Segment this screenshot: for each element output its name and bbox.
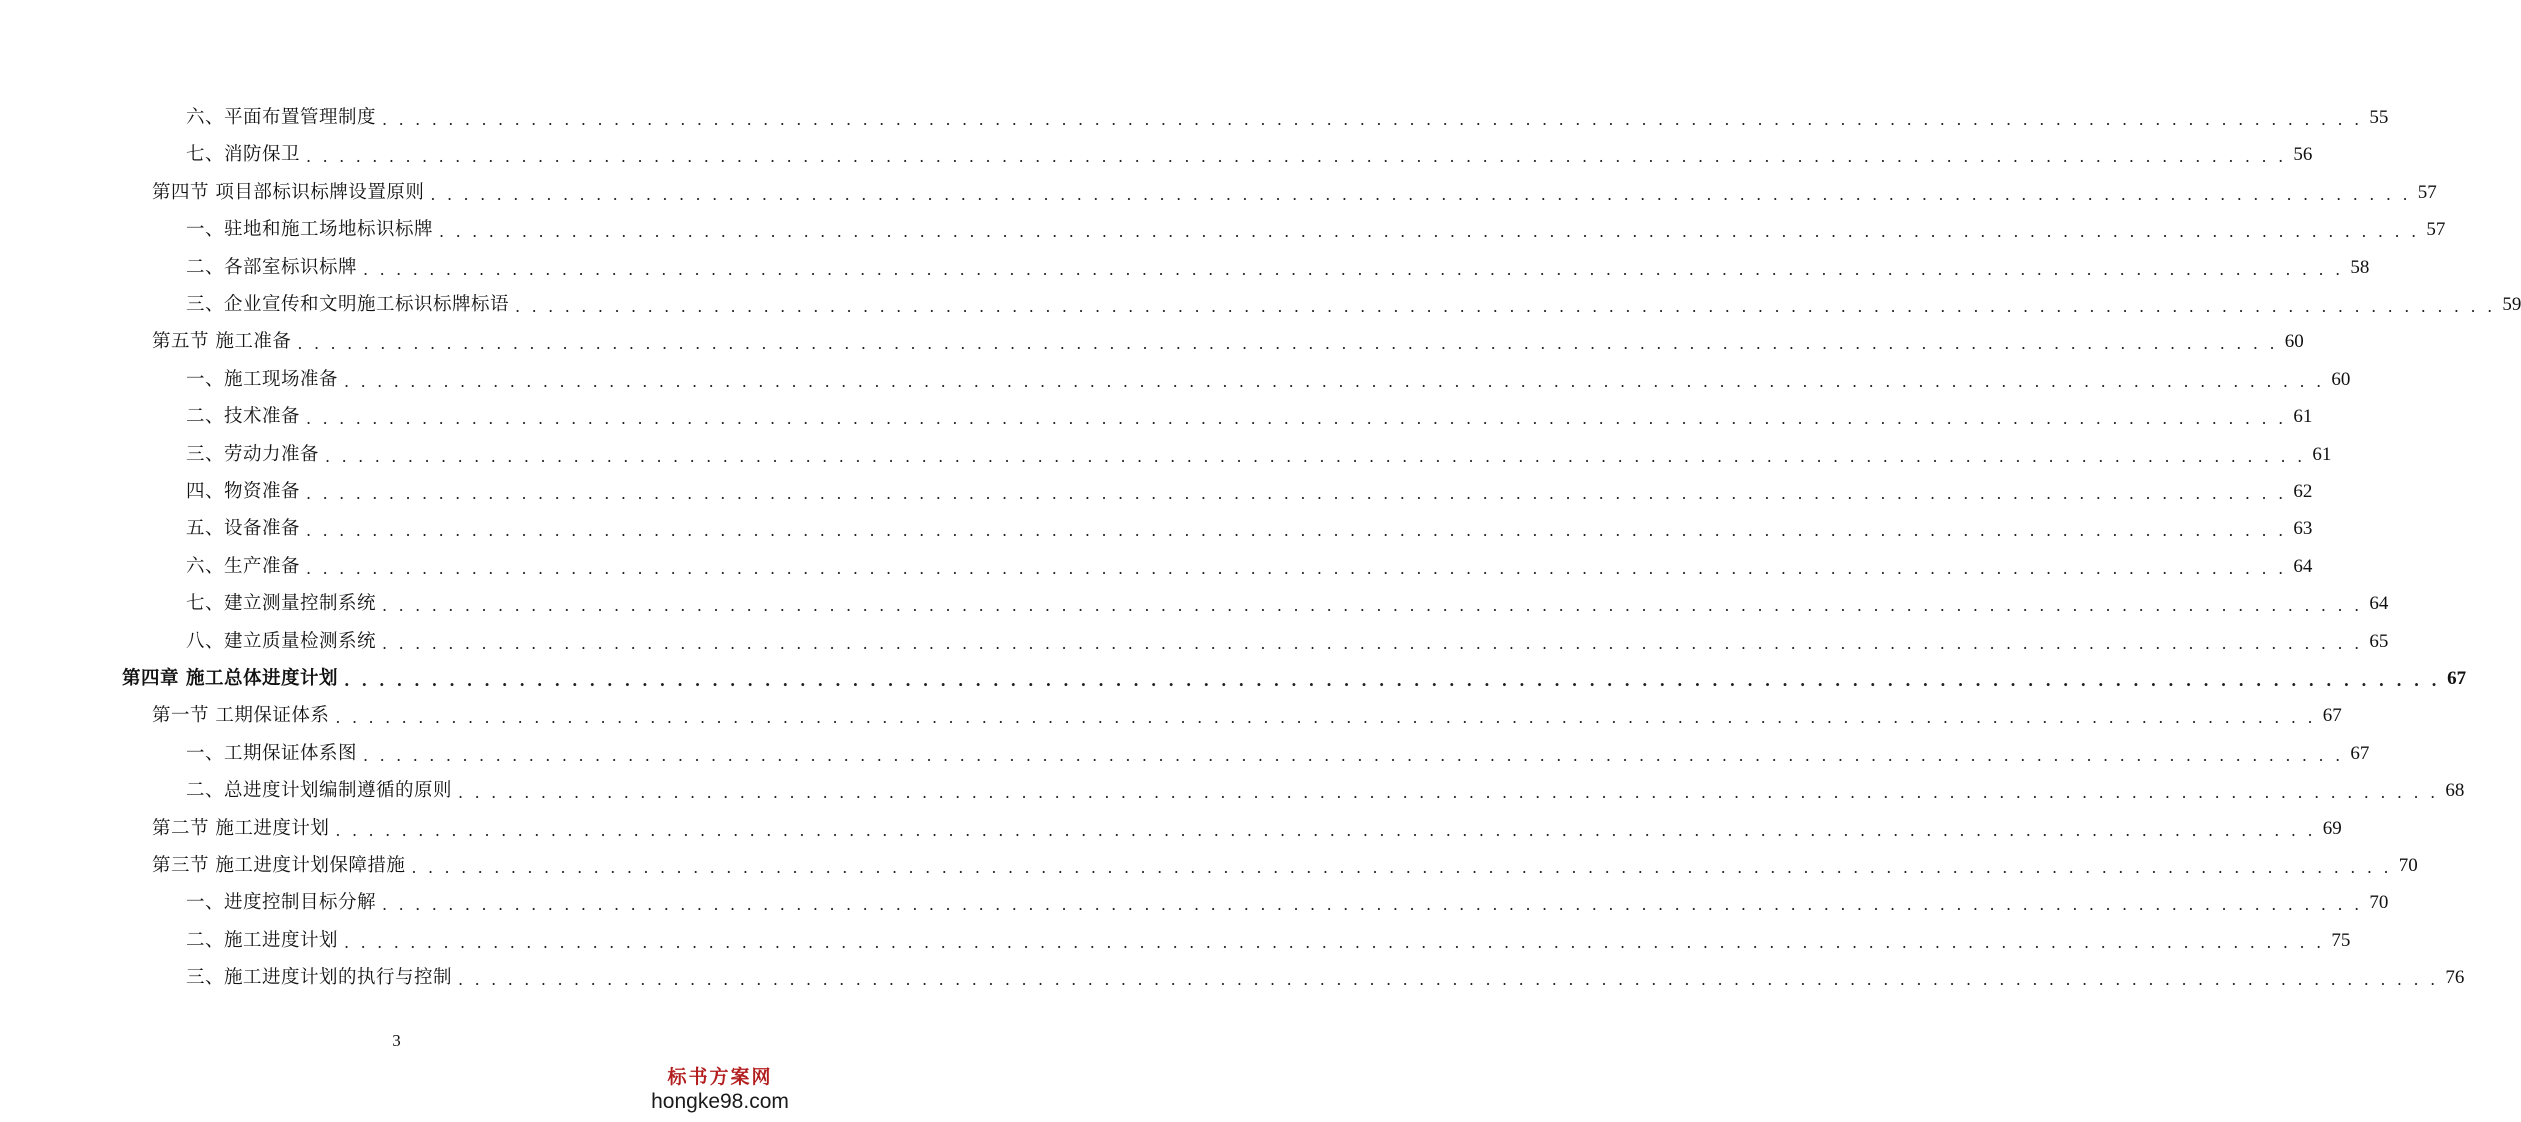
toc-entry-page: 67 bbox=[2322, 705, 2342, 727]
toc-dot-leader: . . . . . . . . . . . . . . . . . . . . . . . . . . . . . . . . . . . . . . . . . . . . . . . . . . . . . . . . . . . . . . . . . . . . . . . . . . . . . . . . . . . . . . . . . . . . . . . . . . . . . . . . . . . . . . . . . . . . . . . . bbox=[515, 297, 2496, 316]
toc-dot-leader: . . . . . . . . . . . . . . . . . . . . . . . . . . . . . . . . . . . . . . . . . . . . . . . . . . . . . . . . . . . . . . . . . . . . . . . . . . . . . . . . . . . . . . . . . . . . . . . . . . . . . . . . . . . . . . . . . . . . . . . . bbox=[306, 558, 2287, 578]
toc-entry[interactable] bbox=[186, 104, 2389, 132]
toc-entry-title: 三、施工进度计划的执行与控制 bbox=[186, 967, 453, 989]
toc-entry-title: 第三节 施工进度计划保障措施 bbox=[152, 855, 406, 876]
toc-entry[interactable] bbox=[186, 403, 2313, 431]
toc-dot-leader: . . . . . . . . . . . . . . . . . . . . . . . . . . . . . . . . . . . . . . . . . . . . . . . . . . . . . . . . . . . . . . . . . . . . . . . . . . . . . . . . . . . . . . . . . . . . . . . . . . . . . . . . . . . . . . . . . . . . . . . . bbox=[306, 521, 2287, 541]
toc-dot-leader: . . . . . . . . . . . . . . . . . . . . . . . . . . . . . . . . . . . . . . . . . . . . . . . . . . . . . . . . . . . . . . . . . . . . . . . . . . . . . . . . . . . . . . . . . . . . . . . . . . . . . . . . . . . . . . . . . . . . . . . . bbox=[363, 259, 2344, 279]
toc-dot-leader: . . . . . . . . . . . . . . . . . . . . . . . . . . . . . . . . . . . . . . . . . . . . . . . . . . . . . . . . . . . . . . . . . . . . . . . . . . . . . . . . . . . . . . . . . . . . . . . . . . . . . . . . . . . . . . . . . . . . . . . . bbox=[382, 633, 2363, 653]
toc-dot-leader: . . . . . . . . . . . . . . . . . . . . . . . . . . . . . . . . . . . . . . . . . . . . . . . . . . . . . . . . . . . . . . . . . . . . . . . . . . . . . . . . . . . . . . . . . . . . . . . . . . . . . . . . . . . . . . . . . . . . . . . . bbox=[382, 895, 2363, 915]
toc-entry-page: 59 bbox=[2502, 294, 2521, 315]
toc-entry-page: 75 bbox=[2331, 929, 2351, 951]
toc-dot-leader: . . . . . . . . . . . . . . . . . . . . . . . . . . . . . . . . . . . . . . . . . . . . . . . . . . . . . . . . . . . . . . . . . . . . . . . . . . . . . . . . . . . . . . . . . . . . . . . . . . . . . . . . . . . . . . . . . . . . . . . . bbox=[306, 409, 2287, 429]
toc-entry-title: 一、工期保证体系图 bbox=[186, 742, 358, 764]
toc-entry-title: 一、进度控制目标分解 bbox=[186, 892, 377, 914]
toc-entry-title: 六、平面布置管理制度 bbox=[186, 107, 377, 128]
toc-entry[interactable] bbox=[186, 590, 2389, 618]
toc-entry[interactable] bbox=[186, 478, 2313, 506]
toc-entry-title: 第四章 施工总体进度计划 bbox=[122, 668, 338, 689]
toc-dot-leader: . . . . . . . . . . . . . . . . . . . . . . . . . . . . . . . . . . . . . . . . . . . . . . . . . . . . . . . . . . . . . . . . . . . . . . . . . . . . . . . . . . . . . . . . . . . . . . . . . . . . . . . . . . . . . . . . . . . . . . . . bbox=[363, 745, 2344, 765]
toc-entry[interactable] bbox=[186, 441, 2332, 469]
toc-entry-page: 70 bbox=[2398, 855, 2418, 876]
toc-entry-page: 63 bbox=[2293, 518, 2313, 540]
toc-entry-page: 61 bbox=[2293, 406, 2313, 428]
toc-dot-leader: . . . . . . . . . . . . . . . . . . . . . . . . . . . . . . . . . . . . . . . . . . . . . . . . . . . . . . . . . . . . . . . . . . . . . . . . . . . . . . . . . . . . . . . . . . . . . . . . . . . . . . . . . . . . . . . . . . . . . . . . bbox=[458, 970, 2439, 990]
toc-dot-leader: . . . . . . . . . . . . . . . . . . . . . . . . . . . . . . . . . . . . . . . . . . . . . . . . . . . . . . . . . . . . . . . . . . . . . . . . . . . . . . . . . . . . . . . . . . . . . . . . . . . . . . . . . . . . . . . . . . . . . . . . bbox=[325, 446, 2306, 466]
toc-dot-leader: . . . . . . . . . . . . . . . . . . . . . . . . . . . . . . . . . . . . . . . . . . . . . . . . . . . . . . . . . . . . . . . . . . . . . . . . . . . . . . . . . . . . . . . . . . . . . . . . . . . . . . . . . . . . . . . . . . . . . . . . bbox=[411, 858, 2392, 877]
toc-entry-title: 一、施工现场准备 bbox=[186, 368, 339, 390]
toc-entry-page: 70 bbox=[2369, 892, 2389, 914]
toc-entry-title: 第四节 项目部标识标牌设置原则 bbox=[152, 181, 425, 203]
watermark-url: hongke98.com bbox=[651, 1090, 789, 1113]
toc-entry-title: 第五节 施工准备 bbox=[152, 331, 292, 353]
toc-entry-page: 76 bbox=[2445, 967, 2465, 989]
toc-entry-page: 61 bbox=[2312, 443, 2332, 465]
toc-dot-leader: . . . . . . . . . . . . . . . . . . . . . . . . . . . . . . . . . . . . . . . . . . . . . . . . . . . . . . . . . . . . . . . . . . . . . . . . . . . . . . . . . . . . . . . . . . . . . . . . . . . . . . . . . . . . . . . . . . . . . . . . bbox=[297, 334, 2278, 354]
toc-dot-leader: . . . . . . . . . . . . . . . . . . . . . . . . . . . . . . . . . . . . . . . . . . . . . . . . . . . . . . . . . . . . . . . . . . . . . . . . . . . . . . . . . . . . . . . . . . . . . . . . . . . . . . . . . . . . . . . . . . . . . . . . bbox=[382, 596, 2363, 616]
toc-dot-leader: . . . . . . . . . . . . . . . . . . . . . . . . . . . . . . . . . . . . . . . . . . . . . . . . . . . . . . . . . . . . . . . . . . . . . . . . . . . . . . . . . . . . . . . . . . . . . . . . . . . . . . . . . . . . . . . . . . . . . . . . bbox=[382, 110, 2363, 129]
toc-dot-leader: . . . . . . . . . . . . . . . . . . . . . . . . . . . . . . . . . . . . . . . . . . . . . . . . . . . . . . . . . . . . . . . . . . . . . . . . . . . . . . . . . . . . . . . . . . . . . . . . . . . . . . . . . . . . . . . . . . . . . . . . bbox=[335, 708, 2316, 728]
toc-dot-leader: . . . . . . . . . . . . . . . . . . . . . . . . . . . . . . . . . . . . . . . . . . . . . . . . . . . . . . . . . . . . . . . . . . . . . . . . . . . . . . . . . . . . . . . . . . . . . . . . . . . . . . . . . . . . . . . . . . . . . . . . bbox=[439, 222, 2420, 242]
toc-dot-leader: . . . . . . . . . . . . . . . . . . . . . . . . . . . . . . . . . . . . . . . . . . . . . . . . . . . . . . . . . . . . . . . . . . . . . . . . . . . . . . . . . . . . . . . . . . . . . . . . . . . . . . . . . . . . . . . . . . . . . . . . bbox=[306, 147, 2287, 167]
page-number: 3 bbox=[392, 1031, 401, 1050]
toc-entry-page: 60 bbox=[2331, 368, 2351, 390]
toc-entry[interactable] bbox=[152, 852, 2418, 880]
watermark-site-name: 标书方案网 bbox=[667, 1066, 773, 1088]
toc-entry[interactable] bbox=[186, 740, 2370, 768]
toc-entry-page: 57 bbox=[2426, 219, 2446, 241]
toc-entry-page: 60 bbox=[2284, 331, 2304, 353]
toc-entry-title: 第二节 施工进度计划 bbox=[152, 817, 330, 839]
toc-entry-page: 64 bbox=[2369, 593, 2389, 615]
toc-entry[interactable] bbox=[152, 702, 2342, 730]
toc-entry-page: 65 bbox=[2369, 630, 2389, 652]
toc-entry-title: 四、物资准备 bbox=[186, 481, 301, 502]
toc-entry[interactable] bbox=[186, 628, 2389, 656]
toc-entry[interactable] bbox=[186, 291, 2521, 319]
toc-entry-page: 62 bbox=[2293, 481, 2313, 502]
toc-entry[interactable] bbox=[186, 927, 2351, 955]
toc-entry-page: 56 bbox=[2293, 144, 2313, 166]
toc-entry-title: 八、建立质量检测系统 bbox=[186, 630, 377, 652]
toc-dot-leader: . . . . . . . . . . . . . . . . . . . . . . . . . . . . . . . . . . . . . . . . . . . . . . . . . . . . . . . . . . . . . . . . . . . . . . . . . . . . . . . . . . . . . . . . . . . . . . . . . . . . . . . . . . . . . . . . . . . . . . . . bbox=[430, 184, 2411, 204]
toc-entry-page: 67 bbox=[2447, 668, 2467, 689]
toc-dot-leader: . . . . . . . . . . . . . . . . . . . . . . . . . . . . . . . . . . . . . . . . . . . . . . . . . . . . . . . . . . . . . . . . . . . . . . . . . . . . . . . . . . . . . . . . . . . . . . . . . . . . . . . . . . . . . . . . . . . . . . . . bbox=[335, 820, 2316, 840]
toc-dot-leader: . . . . . . . . . . . . . . . . . . . . . . . . . . . . . . . . . . . . . . . . . . . . . . . . . . . . . . . . . . . . . . . . . . . . . . . . . . . . . . . . . . . . . . . . . . . . . . . . . . . . . . . . . . . . . . . . . . . . . . . . bbox=[344, 932, 2325, 952]
toc-entry[interactable] bbox=[152, 815, 2342, 843]
toc-entry-page: 55 bbox=[2369, 107, 2389, 128]
toc-entry-page: 64 bbox=[2293, 555, 2313, 577]
toc-entry-title: 二、施工进度计划 bbox=[186, 929, 339, 951]
toc-entry[interactable] bbox=[152, 179, 2437, 207]
toc-entry[interactable] bbox=[186, 254, 2370, 282]
toc-entry[interactable] bbox=[122, 665, 2467, 693]
toc-entry[interactable] bbox=[186, 889, 2389, 917]
toc-entry-title: 三、企业宣传和文明施工标识标牌标语 bbox=[186, 294, 510, 315]
toc-entry[interactable] bbox=[186, 777, 2465, 805]
toc-entry-page: 67 bbox=[2350, 742, 2370, 764]
toc-entry-title: 第一节 工期保证体系 bbox=[152, 705, 330, 727]
toc-entry-title: 六、生产准备 bbox=[186, 555, 301, 577]
toc-entry-title: 七、建立测量控制系统 bbox=[186, 593, 377, 615]
toc-entry-title: 二、技术准备 bbox=[186, 406, 301, 428]
toc-entry-page: 68 bbox=[2445, 780, 2465, 802]
toc-dot-leader: . . . . . . . . . . . . . . . . . . . . . . . . . . . . . . . . . . . . . . . . . . . . . . . . . . . . . . . . . . . . . . . . . . . . . . . . . . . . . . . . . . . . . . . . . . . . . . . . . . . . . . . . . . . . . . . . . . . . . . . . bbox=[344, 371, 2325, 391]
toc-entry-title: 三、劳动力准备 bbox=[186, 443, 320, 465]
toc-entry-title: 二、总进度计划编制遵循的原则 bbox=[186, 780, 453, 802]
toc-entry-title: 五、设备准备 bbox=[186, 518, 301, 540]
toc-entry-page: 69 bbox=[2322, 817, 2342, 839]
toc-dot-leader: . . . . . . . . . . . . . . . . . . . . . . . . . . . . . . . . . . . . . . . . . . . . . . . . . . . . . . . . . . . . . . . . . . . . . . . . . . . . . . . . . . . . . . . . . . . . . . . . . . . . . . . . . . . . . . . . . . . . . . . . bbox=[343, 671, 2441, 690]
toc-entry-page: 58 bbox=[2350, 256, 2370, 278]
toc-entry-title: 一、驻地和施工场地标识标牌 bbox=[186, 219, 434, 241]
toc-entry-title: 七、消防保卫 bbox=[186, 144, 301, 166]
toc-dot-leader: . . . . . . . . . . . . . . . . . . . . . . . . . . . . . . . . . . . . . . . . . . . . . . . . . . . . . . . . . . . . . . . . . . . . . . . . . . . . . . . . . . . . . . . . . . . . . . . . . . . . . . . . . . . . . . . . . . . . . . . . bbox=[306, 484, 2287, 503]
toc-entry-title: 二、各部室标识标牌 bbox=[186, 256, 358, 278]
toc-entry-page: 57 bbox=[2417, 181, 2437, 203]
toc-entry[interactable] bbox=[186, 141, 2313, 169]
toc-dot-leader: . . . . . . . . . . . . . . . . . . . . . . . . . . . . . . . . . . . . . . . . . . . . . . . . . . . . . . . . . . . . . . . . . . . . . . . . . . . . . . . . . . . . . . . . . . . . . . . . . . . . . . . . . . . . . . . . . . . . . . . . bbox=[458, 783, 2439, 803]
toc-entry[interactable] bbox=[186, 366, 2351, 394]
toc-entry[interactable] bbox=[186, 515, 2313, 543]
toc-entry[interactable] bbox=[186, 216, 2446, 244]
watermark-logo bbox=[650, 1065, 790, 1115]
toc-entry[interactable] bbox=[186, 553, 2313, 581]
toc-entry[interactable] bbox=[152, 328, 2304, 356]
toc-entry[interactable] bbox=[186, 964, 2465, 992]
